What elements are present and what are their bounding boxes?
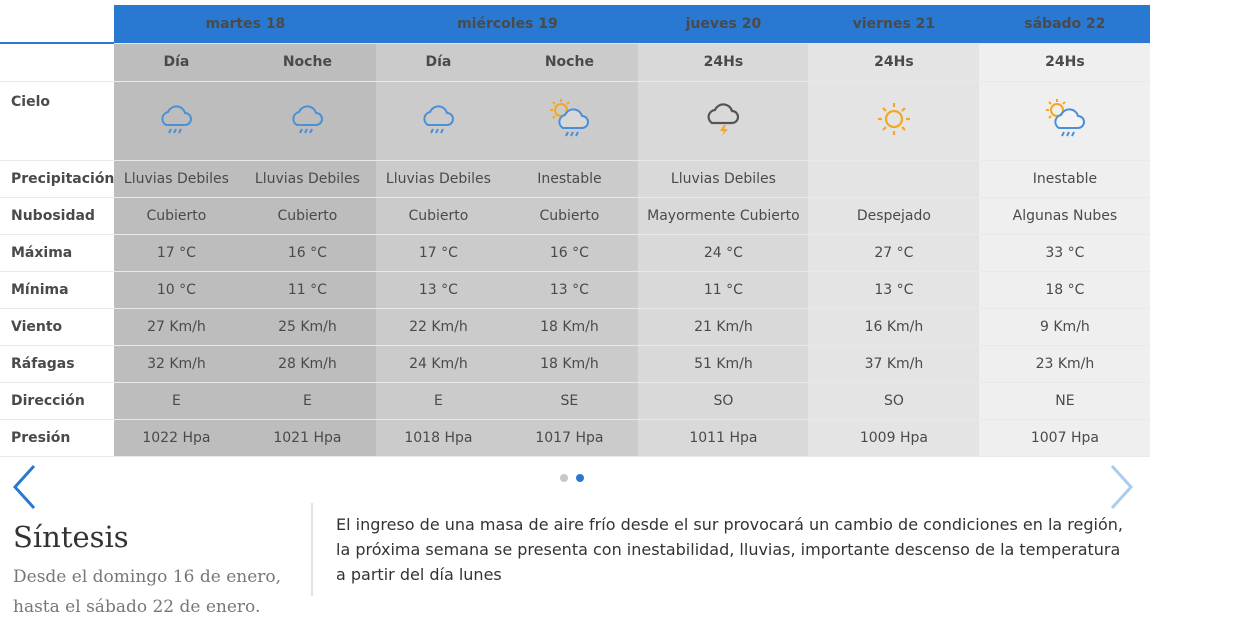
minima-cell: 13 °C bbox=[376, 272, 500, 309]
viento-row bbox=[0, 309, 1150, 346]
period-cell: 24Hs bbox=[638, 43, 808, 82]
precipitacion-cell: Lluvias Debiles bbox=[114, 161, 238, 198]
synthesis-title: Síntesis bbox=[13, 520, 129, 554]
divider bbox=[311, 503, 313, 596]
minima-cell: 18 °C bbox=[979, 272, 1150, 309]
viento-cell: 16 Km/h bbox=[808, 309, 979, 346]
sky-cell bbox=[238, 82, 376, 161]
carousel-dot[interactable] bbox=[560, 474, 568, 482]
precipitacion-cell: Lluvias Debiles bbox=[376, 161, 500, 198]
presion-cell: 1022 Hpa bbox=[114, 420, 238, 457]
minima-cell: 13 °C bbox=[808, 272, 979, 309]
period-row bbox=[0, 43, 1150, 82]
sun-rain-cloud-icon bbox=[1043, 98, 1087, 140]
minima-row bbox=[0, 272, 1150, 309]
carousel-prev-button[interactable] bbox=[8, 462, 44, 512]
presion-cell: 1007 Hpa bbox=[979, 420, 1150, 457]
sky-cell bbox=[500, 82, 638, 161]
sky-cell bbox=[114, 82, 238, 161]
direccion-cell: E bbox=[114, 383, 238, 420]
nubosidad-cell: Algunas Nubes bbox=[979, 198, 1150, 235]
viento-cell: 9 Km/h bbox=[979, 309, 1150, 346]
maxima-cell: 27 °C bbox=[808, 235, 979, 272]
minima-cell: 11 °C bbox=[238, 272, 376, 309]
carousel-dot-active[interactable] bbox=[576, 474, 584, 482]
presion-row bbox=[0, 420, 1150, 457]
maxima-cell: 17 °C bbox=[114, 235, 238, 272]
row-label: Precipitación bbox=[0, 161, 114, 198]
period-cell: 24Hs bbox=[808, 43, 979, 82]
rafagas-cell: 18 Km/h bbox=[500, 346, 638, 383]
synthesis-dates: Desde el domingo 16 de enero, hasta el sábado 22 de enero. bbox=[13, 567, 282, 617]
day-header: viernes 21 bbox=[808, 5, 979, 43]
chevron-right-icon bbox=[1104, 462, 1140, 512]
nubosidad-cell: Cubierto bbox=[238, 198, 376, 235]
rain-cloud-icon bbox=[287, 101, 327, 137]
maxima-row bbox=[0, 235, 1150, 272]
day-header: jueves 20 bbox=[638, 5, 808, 43]
nubosidad-cell: Despejado bbox=[808, 198, 979, 235]
minima-cell: 13 °C bbox=[500, 272, 638, 309]
presion-cell: 1017 Hpa bbox=[500, 420, 638, 457]
direccion-cell: NE bbox=[979, 383, 1150, 420]
rafagas-cell: 23 Km/h bbox=[979, 346, 1150, 383]
sky-row bbox=[0, 82, 1150, 161]
precipitacion-cell bbox=[808, 161, 979, 198]
presion-cell: 1018 Hpa bbox=[376, 420, 500, 457]
sky-cell bbox=[638, 82, 808, 161]
day-header-row bbox=[0, 5, 1150, 43]
sky-cell bbox=[979, 82, 1150, 161]
period-cell: Noche bbox=[238, 43, 376, 82]
period-cell: Día bbox=[114, 43, 238, 82]
forecast-table bbox=[0, 5, 1150, 457]
period-cell: Día bbox=[376, 43, 500, 82]
rafagas-cell: 32 Km/h bbox=[114, 346, 238, 383]
presion-cell: 1009 Hpa bbox=[808, 420, 979, 457]
viento-cell: 27 Km/h bbox=[114, 309, 238, 346]
nubosidad-cell: Cubierto bbox=[376, 198, 500, 235]
chevron-left-icon bbox=[8, 462, 44, 512]
period-label-empty bbox=[0, 43, 114, 82]
row-label: Mínima bbox=[0, 272, 114, 309]
carousel-next-button[interactable] bbox=[1104, 462, 1140, 512]
day-header: sábado 22 bbox=[979, 5, 1150, 43]
direccion-cell: SO bbox=[638, 383, 808, 420]
row-label: Nubosidad bbox=[0, 198, 114, 235]
period-cell: Noche bbox=[500, 43, 638, 82]
precipitacion-row bbox=[0, 161, 1150, 198]
viento-cell: 22 Km/h bbox=[376, 309, 500, 346]
presion-cell: 1021 Hpa bbox=[238, 420, 376, 457]
direccion-cell: SE bbox=[500, 383, 638, 420]
row-label: Cielo bbox=[0, 82, 114, 161]
nubosidad-cell: Cubierto bbox=[114, 198, 238, 235]
nubosidad-row bbox=[0, 198, 1150, 235]
sky-cell bbox=[808, 82, 979, 161]
rain-cloud-icon bbox=[156, 101, 196, 137]
sun-rain-cloud-icon bbox=[547, 98, 591, 140]
row-label: Máxima bbox=[0, 235, 114, 272]
day-header: martes 18 bbox=[114, 5, 376, 43]
rafagas-row bbox=[0, 346, 1150, 383]
row-label: Dirección bbox=[0, 383, 114, 420]
viento-cell: 18 Km/h bbox=[500, 309, 638, 346]
sky-cell bbox=[376, 82, 500, 161]
day-header: miércoles 19 bbox=[376, 5, 638, 43]
precipitacion-cell: Inestable bbox=[979, 161, 1150, 198]
nubosidad-cell: Cubierto bbox=[500, 198, 638, 235]
minima-cell: 11 °C bbox=[638, 272, 808, 309]
header-corner bbox=[0, 5, 114, 43]
direccion-cell: SO bbox=[808, 383, 979, 420]
viento-cell: 25 Km/h bbox=[238, 309, 376, 346]
synthesis-text: El ingreso de una masa de aire frío desde el sur provocará un cambio de condiciones en la región, la próxima semana se presenta con inestabilidad, lluvias, importante descenso de la temperatura a partir del día lunes bbox=[336, 515, 1123, 584]
rain-cloud-icon bbox=[418, 101, 458, 137]
maxima-cell: 33 °C bbox=[979, 235, 1150, 272]
carousel-pagination bbox=[560, 467, 592, 486]
direccion-cell: E bbox=[376, 383, 500, 420]
row-label: Presión bbox=[0, 420, 114, 457]
rafagas-cell: 51 Km/h bbox=[638, 346, 808, 383]
viento-cell: 21 Km/h bbox=[638, 309, 808, 346]
rafagas-cell: 24 Km/h bbox=[376, 346, 500, 383]
precipitacion-cell: Lluvias Debiles bbox=[238, 161, 376, 198]
nubosidad-cell: Mayormente Cubierto bbox=[638, 198, 808, 235]
minima-cell: 10 °C bbox=[114, 272, 238, 309]
precipitacion-cell: Inestable bbox=[500, 161, 638, 198]
presion-cell: 1011 Hpa bbox=[638, 420, 808, 457]
precipitacion-cell: Lluvias Debiles bbox=[638, 161, 808, 198]
maxima-cell: 24 °C bbox=[638, 235, 808, 272]
maxima-cell: 16 °C bbox=[500, 235, 638, 272]
row-label: Ráfagas bbox=[0, 346, 114, 383]
direccion-cell: E bbox=[238, 383, 376, 420]
maxima-cell: 16 °C bbox=[238, 235, 376, 272]
direccion-row bbox=[0, 383, 1150, 420]
row-label: Viento bbox=[0, 309, 114, 346]
rafagas-cell: 28 Km/h bbox=[238, 346, 376, 383]
maxima-cell: 17 °C bbox=[376, 235, 500, 272]
rafagas-cell: 37 Km/h bbox=[808, 346, 979, 383]
sun-icon bbox=[874, 99, 914, 139]
period-cell: 24Hs bbox=[979, 43, 1150, 82]
storm-cloud-icon bbox=[703, 99, 743, 139]
